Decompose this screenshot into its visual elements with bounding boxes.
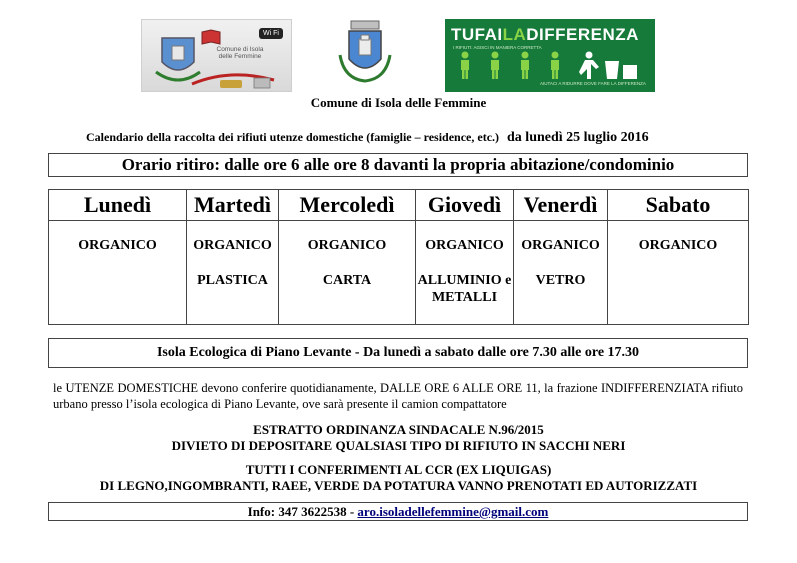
swoosh-icon bbox=[190, 70, 276, 90]
waste-item: ORGANICO bbox=[425, 238, 504, 253]
waste-item: ORGANICO bbox=[193, 238, 272, 253]
waste-item: ALLUMINIO e METALLI bbox=[417, 273, 512, 305]
calendar-start-date: da lunedì 25 luglio 2016 bbox=[507, 130, 649, 145]
eco-island-box bbox=[48, 338, 748, 368]
campaign-logo bbox=[445, 19, 655, 92]
day-header-wednesday: Mercoledì bbox=[279, 190, 416, 221]
notice-paragraph: le UTENZE DOMESTICHE devono conferire quotidianamente, DALLE ORE 6 ALLE ORE 11, la frazione INDIFFERENZIATA rifiuto urbano presso l’isola ecologica di Piano Levante, ove sarà presente il camion compattatore bbox=[53, 381, 743, 411]
ordinance-text: DIVIETO DI DEPOSITARE QUALSIASI TIPO DI RIFIUTO IN SACCHI NERI bbox=[171, 438, 626, 453]
campaign-footer: AIUTACI A RIDURRE DOVE FARE LA DIFFERENZA bbox=[540, 81, 646, 86]
campaign-subtitle: I RIFIUTI: AGISCI IN MANIERA CORRETTA bbox=[453, 45, 542, 50]
saturday-items bbox=[608, 221, 749, 325]
waste-item: PLASTICA bbox=[197, 273, 268, 288]
pickup-time: Orario ritiro: dalle ore 6 alle ore 8 davanti la propria abitazione/condominio bbox=[121, 155, 675, 174]
campaign-brand: TUFAILADIFFERENZA bbox=[451, 25, 639, 44]
info-box bbox=[48, 502, 748, 521]
collection-schedule bbox=[48, 189, 749, 325]
wifi-badge: Wi Fi bbox=[259, 28, 283, 39]
thursday-items bbox=[416, 221, 514, 325]
ccr-text: DI LEGNO,INGOMBRANTI, RAEE, VERDE DA POTATURA VANNO PRENOTATI ED AUTORIZZATI bbox=[99, 478, 698, 493]
day-header-thursday: Giovedì bbox=[416, 190, 514, 221]
schedule-header-row bbox=[49, 190, 749, 221]
waste-item: ORGANICO bbox=[638, 238, 718, 253]
wednesday-items bbox=[279, 221, 416, 325]
people-recycling-icon bbox=[455, 51, 645, 81]
friday-items bbox=[514, 221, 608, 325]
info-phone: Info: 347 3622538 - bbox=[247, 504, 358, 519]
calendar-header bbox=[86, 128, 649, 146]
day-header-friday: Venerdì bbox=[514, 190, 608, 221]
book-icon bbox=[200, 28, 222, 46]
logo-municipality-text: Comune di Isola delle Femmine bbox=[216, 46, 264, 60]
calendar-title: Calendario della raccolta dei rifiuti utenze domestiche (famiglie – residence, etc.) bbox=[86, 130, 500, 144]
waste-item: ORGANICO bbox=[521, 238, 600, 253]
waste-item: CARTA bbox=[322, 273, 372, 288]
day-header-monday: Lunedì bbox=[49, 190, 187, 221]
waste-item: VETRO bbox=[535, 273, 586, 288]
tuesday-items bbox=[187, 221, 279, 325]
municipality-name: Comune di Isola delle Femmine bbox=[310, 95, 487, 110]
municipality-wifi-logo bbox=[141, 19, 292, 92]
coat-of-arms-icon bbox=[334, 19, 396, 85]
waste-item: ORGANICO bbox=[78, 238, 157, 253]
schedule-items-row bbox=[49, 221, 749, 325]
day-header-tuesday: Martedì bbox=[187, 190, 279, 221]
ordinance-title: ESTRATTO ORDINANZA SINDACALE N.96/2015 bbox=[253, 422, 544, 437]
municipality-coat-of-arms bbox=[334, 19, 396, 85]
pickup-time-box bbox=[48, 153, 748, 177]
monday-items bbox=[49, 221, 187, 325]
waste-item: ORGANICO bbox=[307, 238, 387, 253]
info-email-link[interactable]: aro.isoladellefemmine@gmail.com bbox=[357, 504, 549, 519]
day-header-saturday: Sabato bbox=[608, 190, 749, 221]
ccr-title: TUTTI I CONFERIMENTI AL CCR (EX LIQUIGAS) bbox=[245, 462, 552, 477]
eco-island-hours: Isola Ecologica di Piano Levante - Da lunedì a sabato dalle ore 7.30 alle ore 17.30 bbox=[156, 345, 640, 360]
